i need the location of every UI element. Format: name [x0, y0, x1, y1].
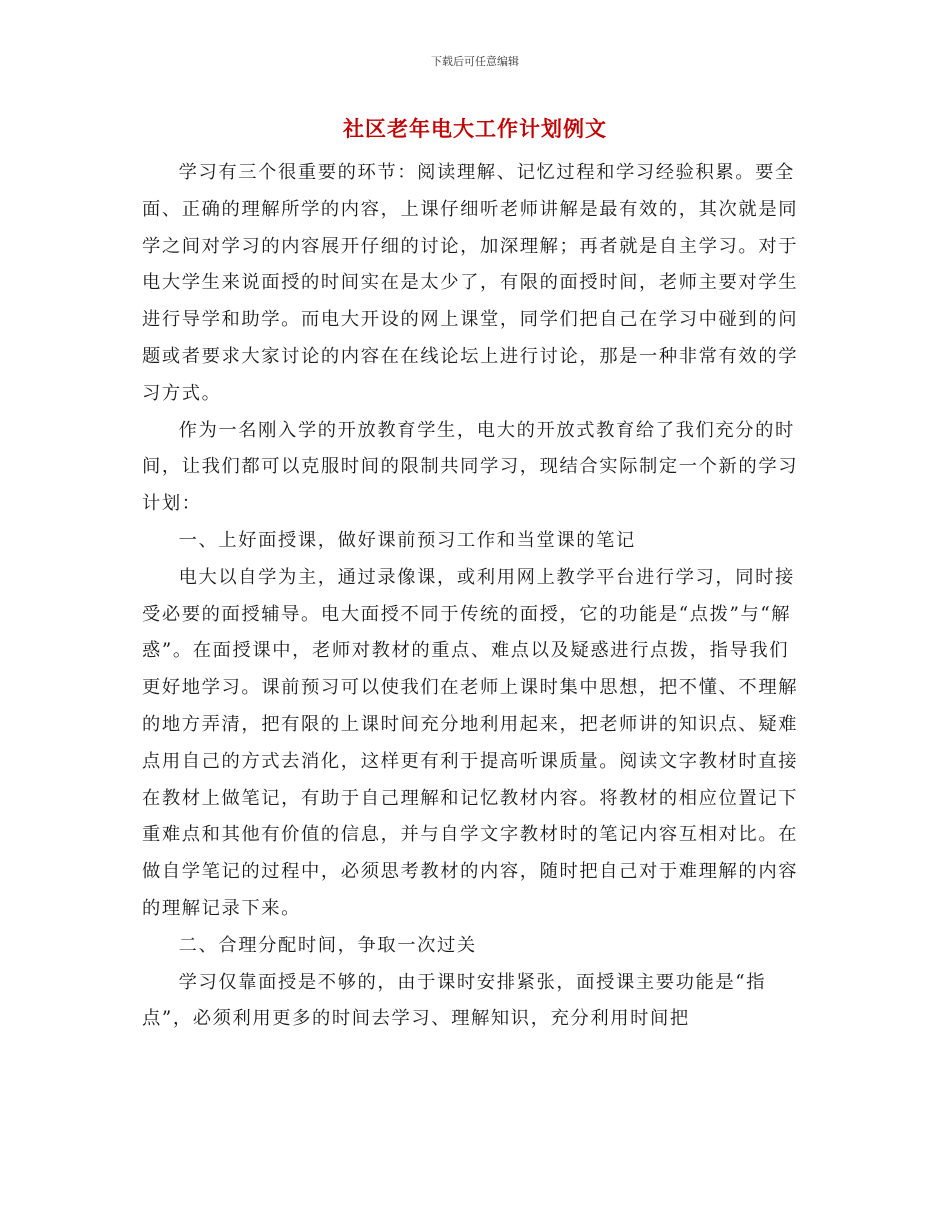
header-note: 下载后可任意编辑 — [431, 55, 519, 68]
paragraph: 电大以自学为主，通过录像课，或利用网上教学平台进行学习，同时接受必要的面授辅导。电大面授不同于传统的面授，它的功能是“点拨”与“解惑”。在面授课中，老师对教材的重点、难点以及疑惑进行点拨，指导我们更好地学习。课前预习可以使我们在老师上课时集中思想，把不懂、不理解的地方弄清，把有限的上课时间充分地利用起来，把老师讲的知识点、疑难点用自己的方式去消化，这样更有利于提高听课质量。阅读文字教材时直接在教材上做笔记，有助于自己理解和记忆教材内容。将教材的相应位置记下重难点和其他有价值的信息，并与自学文字教材时的笔记内容互相对比。在做自学笔记的过程中，必须思考教材的内容，随时把自己对于难理解的内容的理解记录下来。 — [142, 566, 799, 919]
section-heading: 一、上好面授课，做好课前预习工作和当堂课的笔记 — [178, 529, 636, 551]
document-title: 社区老年电大工作计划例文 — [343, 116, 607, 141]
document-body — [142, 155, 808, 1038]
paragraph: 学习有三个很重要的环节：阅读理解、记忆过程和学习经验积累。要全面、正确的理解所学的内容，上课仔细听老师讲解是最有效的，其次就是同学之间对学习的内容展开仔细的讨论，加深理解；再者就是自主学习。对于电大学生来说面授的时间实在是太少了，有限的面授时间，老师主要对学生进行导学和助学。而电大开设的网上课堂，同学们把自己在学习中碰到的问题或者要求大家讨论的内容在在线论坛上进行讨论，那是一种非常有效的学习方式。 — [142, 162, 799, 404]
section-heading: 二、合理分配时间，争取一次过关 — [178, 934, 477, 956]
paragraph: 作为一名刚入学的开放教育学生，电大的开放式教育给了我们充分的时间，让我们都可以克服时间的限制共同学习，现结合实际制定一个新的学习计划： — [142, 419, 799, 515]
paragraph: 学习仅靠面授是不够的，由于课时安排紧张，面授课主要功能是“指点”，必须利用更多的时间去学习、理解知识，充分利用时间把 — [142, 971, 767, 1030]
